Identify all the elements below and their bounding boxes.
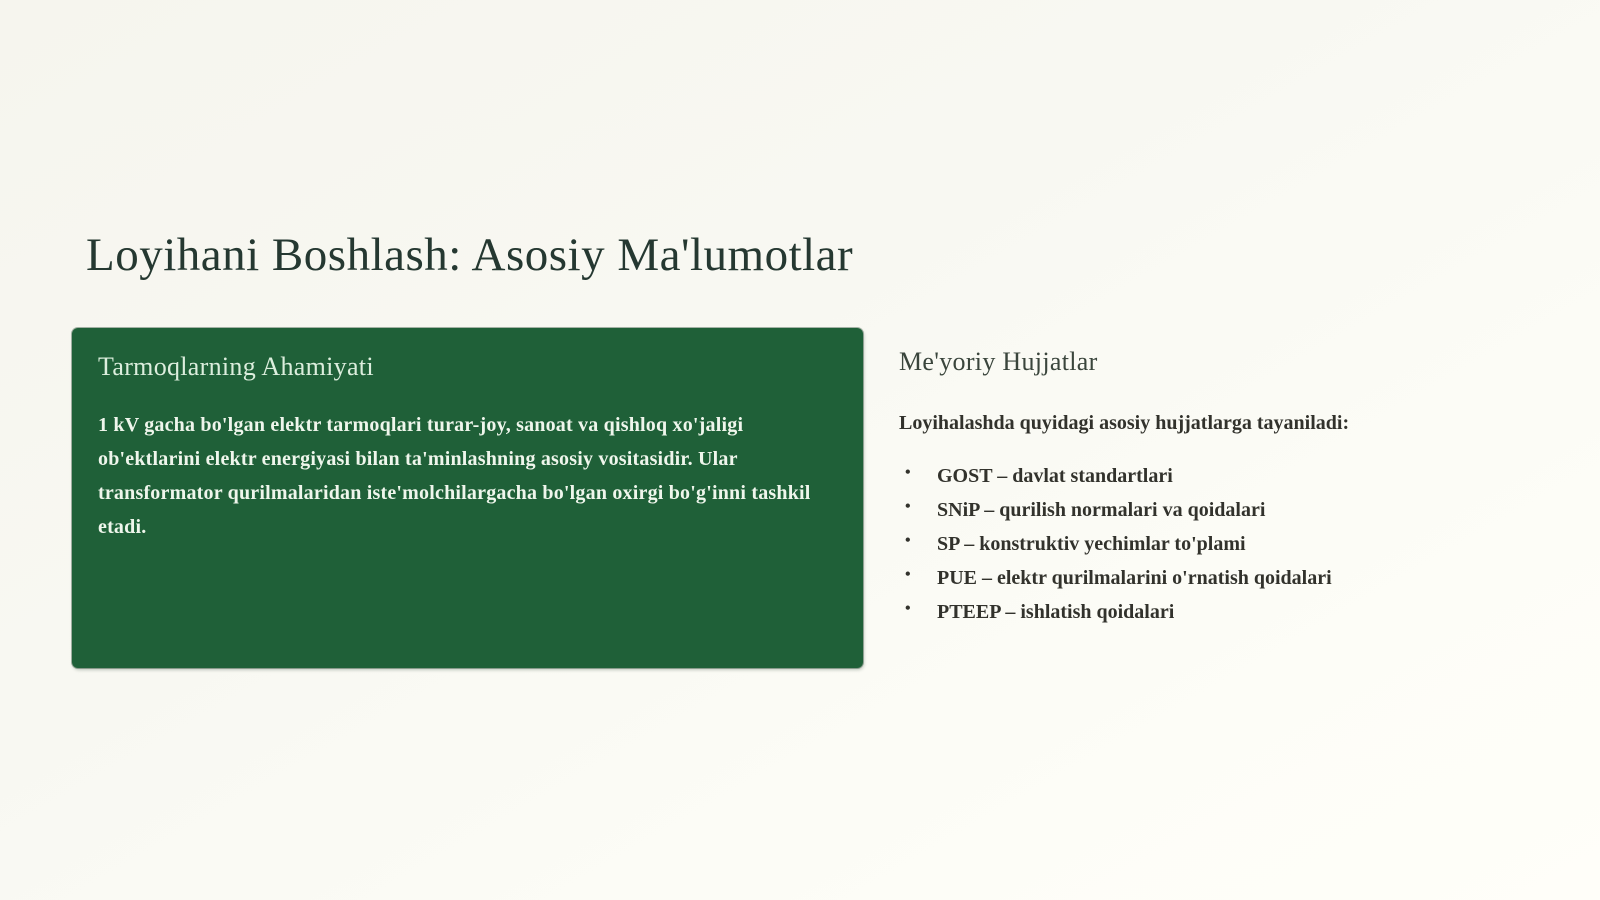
bullet-icon: • xyxy=(905,599,911,617)
bullet-icon: • xyxy=(905,565,911,583)
bullet-icon: • xyxy=(905,531,911,549)
list-item-label: GOST – davlat standartlari xyxy=(937,464,1173,487)
list-item xyxy=(899,527,1499,561)
list-item-label: SNiP – qurilish normalari va qoidalari xyxy=(937,498,1266,521)
list-item xyxy=(899,493,1499,527)
bullet-icon: • xyxy=(905,497,911,515)
list-item xyxy=(899,561,1499,595)
bullet-icon: • xyxy=(905,463,911,481)
importance-card-body: 1 kV gacha bo'lgan elektr tarmoqlari turar-joy, sanoat va qishloq xo'jaligi ob'ektlarini elektr energiyasi bilan ta'minlashning asosiy vositasidir. Ular transformator qurilmalaridan iste'molchilargacha bo'lgan oxirgi bo'g'inni tashkil etadi. xyxy=(98,413,811,538)
documents-heading: Me'yoriy Hujjatlar xyxy=(899,347,1098,376)
documents-list xyxy=(899,459,1499,629)
slide-title: Loyihani Boshlash: Asosiy Ma'lumotlar xyxy=(86,229,854,281)
list-item-label: SP – konstruktiv yechimlar to'plami xyxy=(937,532,1246,555)
list-item-label: PTEEP – ishlatish qoidalari xyxy=(937,600,1175,623)
documents-intro: Loyihalashda quyidagi asosiy hujjatlarga tayaniladi: xyxy=(899,411,1350,434)
list-item-label: PUE – elektr qurilmalarini o'rnatish qoidalari xyxy=(937,566,1332,589)
list-item xyxy=(899,595,1499,629)
documents-section xyxy=(899,345,1499,629)
importance-card-heading: Tarmoqlarning Ahamiyati xyxy=(98,352,374,381)
list-item xyxy=(899,459,1499,493)
importance-card xyxy=(72,328,863,668)
